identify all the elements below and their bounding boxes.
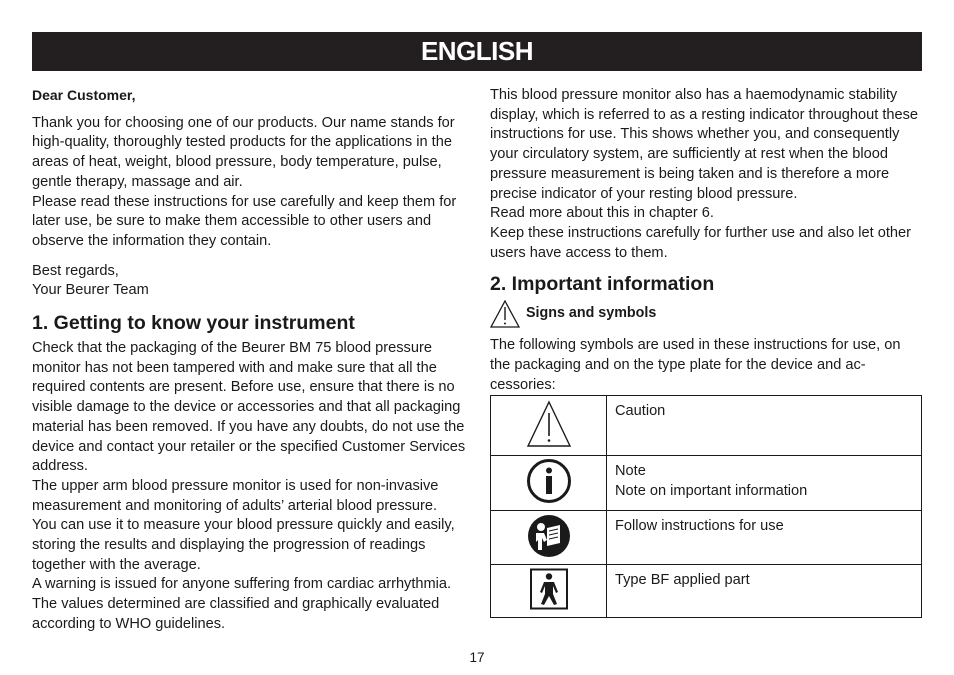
symbol-description: Caution [615, 403, 666, 419]
type-bf-applied-part-icon [529, 568, 569, 610]
table-row [491, 456, 922, 511]
instructions-booklet-icon [527, 514, 571, 558]
info-circle-icon [526, 458, 572, 504]
section-1-paragraph-3: You can use it to measure your blood pressure quickly and easily, storing the results and displaying the progression of readings together with the average. [32, 517, 455, 573]
warning-triangle-icon [526, 400, 572, 448]
warning-triangle-icon [490, 300, 520, 328]
symbol-description: Type BF applied part [615, 572, 750, 588]
signs-and-symbols-heading [490, 300, 924, 328]
salutation: Dear Customer, [32, 87, 136, 103]
keep-instructions-paragraph: Keep these instructions carefully for further use and also let other users have access to them. [490, 224, 912, 261]
signs-intro-paragraph: The following symbols are used in these instructions for use, on the packaging and on the type plate for the device and accessories: [490, 337, 901, 393]
right-column [490, 86, 924, 395]
table-row [491, 565, 922, 618]
symbol-description: Note [615, 463, 646, 479]
section-1-paragraph-1: Check that the packaging of the Beurer BM 75 blood pressure monitor has not been tampered with and make sure that all the required contents are present. Before use, ensure that there is no visible damage to the device or accessories and that all packaging material has been removed. If you have any doubts, do not use the device and contact your retailer or the specified Customer Services address. [32, 340, 466, 475]
section-2-heading: 2. Important information [490, 273, 715, 296]
symbols-table [490, 395, 922, 618]
closing-line: Best regards, [32, 262, 119, 279]
intro-paragraph: Thank you for choosing one of our products. Our name stands for high-quality, thoroughly tested products for the applications in the areas of heat, weight, blood pressure, body temperature, pulse, gentle therapy, massage and air. [32, 114, 455, 190]
left-column [32, 86, 467, 635]
signs-heading-label: Signs and symbols [526, 305, 657, 322]
closing-signature: Your Beurer Team [32, 282, 149, 299]
intro-paragraph-2: Please read these instructions for use carefully and keep them for later use, be sure to make them accessible to other users and observe the information they contain. [32, 193, 457, 249]
section-1-heading: 1. Getting to know your instrument [32, 312, 355, 335]
section-1-paragraph-2: The upper arm blood pressure monitor is used for non-invasive measurement and monitoring of adults’ arterial blood pressure. [32, 477, 439, 514]
section-1-paragraph-4: A warning is issued for anyone suffering from cardiac arrhythmia. The values determined are classified and graphically evaluated according to WHO guidelines. [32, 576, 452, 632]
symbol-description: Follow instructions for use [615, 518, 784, 534]
page-number: 17 [469, 650, 485, 665]
chapter-reference: Read more about this in chapter 6. [490, 205, 714, 222]
table-row [491, 511, 922, 565]
symbol-description: Note on important information [615, 483, 808, 499]
language-banner: ENGLISH [32, 32, 922, 71]
table-row [491, 396, 922, 456]
resting-indicator-paragraph: This blood pressure monitor also has a haemodynamic stability display, which is referred to as a resting indicator throughout these instructions for use. This shows whether you, and consequently your circulatory system, are sufficiently at rest when the blood pressure measurement is being taken and is therefore a more precise indicator of your resting blood pressure. [490, 87, 919, 202]
